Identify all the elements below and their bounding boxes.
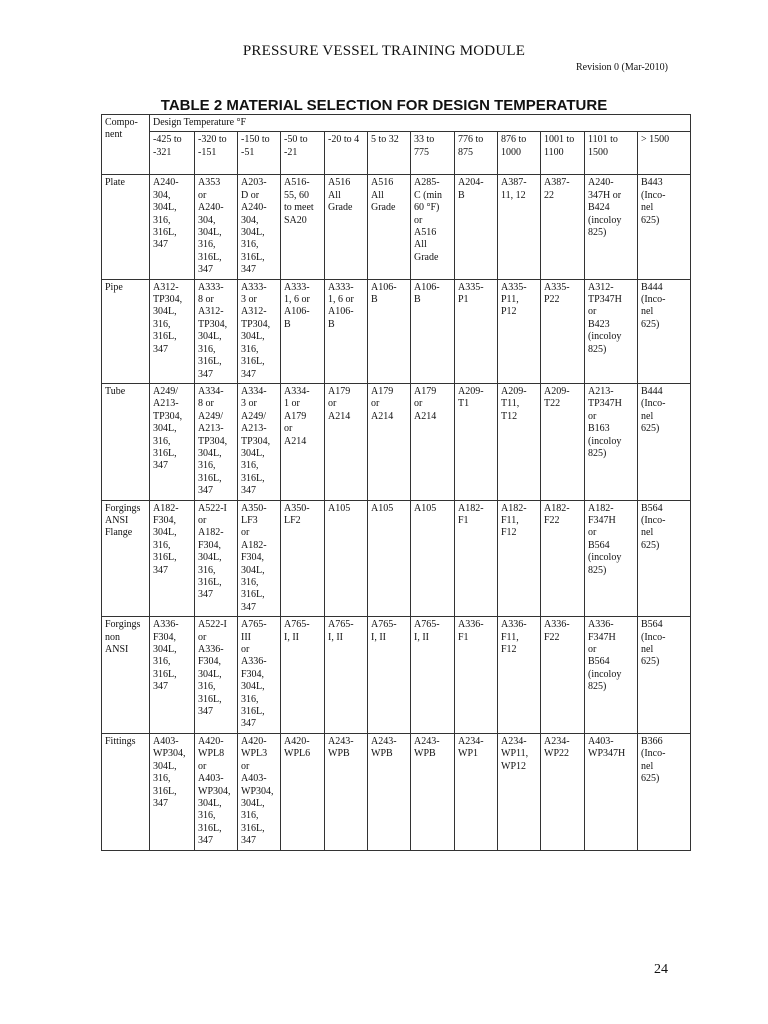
table-cell: A179 or A214 [368, 383, 411, 500]
table-row [102, 279, 691, 383]
table-cell: A765- I, II [411, 617, 455, 734]
table-cell: A179 or A214 [411, 383, 455, 500]
table-cell: A182- F347H or B564 (incoloy 825) [585, 500, 638, 617]
table-cell: A353 or A240- 304, 304L, 316, 316L, 347 [195, 175, 238, 279]
table-row [102, 383, 691, 500]
table-cell: A209- T1 [455, 383, 498, 500]
table-cell: B444 (Inco- nel 625) [638, 383, 691, 500]
table-cell: A334- 8 or A249/ A213- TP304, 304L, 316, 316L, 347 [195, 383, 238, 500]
table-cell: A249/ A213- TP304, 304L, 316, 316L, 347 [150, 383, 195, 500]
row-label: Forgings ANSI Flange [102, 500, 150, 617]
table-cell: A105 [325, 500, 368, 617]
temperature-range-row [102, 132, 691, 175]
range-header: -150 to -51 [238, 132, 281, 175]
table-cell: A182- F1 [455, 500, 498, 617]
row-label: Fittings [102, 733, 150, 850]
table-cell: A333- 8 or A312- TP304, 304L, 316, 316L, 347 [195, 279, 238, 383]
table-row [102, 733, 691, 850]
table-row [102, 500, 691, 617]
table-cell: A106- B [368, 279, 411, 383]
table-cell: A182- F304, 304L, 316, 316L, 347 [150, 500, 195, 617]
table-cell: A334- 1 or A179 or A214 [281, 383, 325, 500]
table-cell: A765- I, II [281, 617, 325, 734]
table-title: TABLE 2 MATERIAL SELECTION FOR DESIGN TEMPERATURE [160, 97, 608, 114]
table-cell: A403- WP347H [585, 733, 638, 850]
row-label: Pipe [102, 279, 150, 383]
table-cell: A234- WP1 [455, 733, 498, 850]
table-cell: A350- LF3 or A182- F304, 304L, 316, 316L, 347 [238, 500, 281, 617]
table-cell: A336- F347H or B564 (incoloy 825) [585, 617, 638, 734]
table-cell: A334- 3 or A249/ A213- TP304, 304L, 316, 316L, 347 [238, 383, 281, 500]
table-cell: A387- 22 [541, 175, 585, 279]
row-label: Plate [102, 175, 150, 279]
component-header: Compo- nent [102, 115, 150, 175]
table-cell: A765- I, II [368, 617, 411, 734]
table-cell: A105 [368, 500, 411, 617]
table-cell: A522-I or A182- F304, 304L, 316, 316L, 347 [195, 500, 238, 617]
table-cell: A243- WPB [411, 733, 455, 850]
table-cell: A106- B [411, 279, 455, 383]
table-cell: B443 (Inco- nel 625) [638, 175, 691, 279]
table-cell: A336- F1 [455, 617, 498, 734]
table-cell: A182- F22 [541, 500, 585, 617]
page-number: 24 [654, 962, 668, 977]
table-cell: A333- 1, 6 or A106- B [281, 279, 325, 383]
row-label: Forgings non ANSI [102, 617, 150, 734]
table-cell: B564 (Inco- nel 625) [638, 617, 691, 734]
revision-note: Revision 0 (Mar-2010) [575, 62, 668, 73]
table-cell: A203- D or A240- 304, 304L, 316, 316L, 347 [238, 175, 281, 279]
table-cell: A420- WPL6 [281, 733, 325, 850]
material-selection-table [101, 114, 691, 851]
table-cell: A420- WPL3 or A403- WP304, 304L, 316, 316L, 347 [238, 733, 281, 850]
table-cell: A516 All Grade [368, 175, 411, 279]
range-header: -425 to -321 [150, 132, 195, 175]
table-cell: A105 [411, 500, 455, 617]
range-header: 1101 to 1500 [585, 132, 638, 175]
row-label: Tube [102, 383, 150, 500]
table-cell: A240- 304, 304L, 316, 316L, 347 [150, 175, 195, 279]
table-cell: A335- P22 [541, 279, 585, 383]
range-header: 876 to 1000 [498, 132, 541, 175]
table-cell: A240- 347H or B424 (incoloy 825) [585, 175, 638, 279]
table-cell: A213- TP347H or B163 (incoloy 825) [585, 383, 638, 500]
table-cell: A234- WP22 [541, 733, 585, 850]
table-row [102, 617, 691, 734]
table-cell: A243- WPB [368, 733, 411, 850]
module-title: PRESSURE VESSEL TRAINING MODULE [242, 43, 526, 59]
table-cell: B444 (Inco- nel 625) [638, 279, 691, 383]
range-header: 5 to 32 [368, 132, 411, 175]
table-cell: A209- T11, T12 [498, 383, 541, 500]
table-cell: B564 (Inco- nel 625) [638, 500, 691, 617]
table-cell: A204- B [455, 175, 498, 279]
table-cell: A403- WP304, 304L, 316, 316L, 347 [150, 733, 195, 850]
table-cell: A516- 55, 60 to meet SA20 [281, 175, 325, 279]
table-cell: A333- 3 or A312- TP304, 304L, 316, 316L, 347 [238, 279, 281, 383]
table-cell: A182- F11, F12 [498, 500, 541, 617]
table-cell: A765- I, II [325, 617, 368, 734]
table-cell: A350- LF2 [281, 500, 325, 617]
range-header: > 1500 [638, 132, 691, 175]
table-cell: A336- F11, F12 [498, 617, 541, 734]
range-header: 776 to 875 [455, 132, 498, 175]
range-header: 33 to 775 [411, 132, 455, 175]
table-cell: A179 or A214 [325, 383, 368, 500]
table-cell: A420- WPL8 or A403- WP304, 304L, 316, 316L, 347 [195, 733, 238, 850]
table-cell: B366 (Inco- nel 625) [638, 733, 691, 850]
range-header: 1001 to 1100 [541, 132, 585, 175]
table-cell: A522-I or A336- F304, 304L, 316, 316L, 347 [195, 617, 238, 734]
design-temperature-header: Design Temperature °F [150, 115, 691, 132]
table-cell: A387- 11, 12 [498, 175, 541, 279]
header-row-top [102, 115, 691, 132]
table-cell: A243- WPB [325, 733, 368, 850]
table-cell: A765- III or A336- F304, 304L, 316, 316L, 347 [238, 617, 281, 734]
range-header: -20 to 4 [325, 132, 368, 175]
table-cell: A336- F22 [541, 617, 585, 734]
table-row [102, 175, 691, 279]
table-cell: A335- P1 [455, 279, 498, 383]
table-cell: A336- F304, 304L, 316, 316L, 347 [150, 617, 195, 734]
table-cell: A234- WP11, WP12 [498, 733, 541, 850]
range-header: -320 to -151 [195, 132, 238, 175]
table-cell: A333- 1, 6 or A106- B [325, 279, 368, 383]
range-header: -50 to -21 [281, 132, 325, 175]
table-cell: A312- TP347H or B423 (incoloy 825) [585, 279, 638, 383]
table-cell: A516 All Grade [325, 175, 368, 279]
table-cell: A312- TP304, 304L, 316, 316L, 347 [150, 279, 195, 383]
table-cell: A285- C (min 60 °F) or A516 All Grade [411, 175, 455, 279]
table-cell: A335- P11, P12 [498, 279, 541, 383]
table-cell: A209- T22 [541, 383, 585, 500]
